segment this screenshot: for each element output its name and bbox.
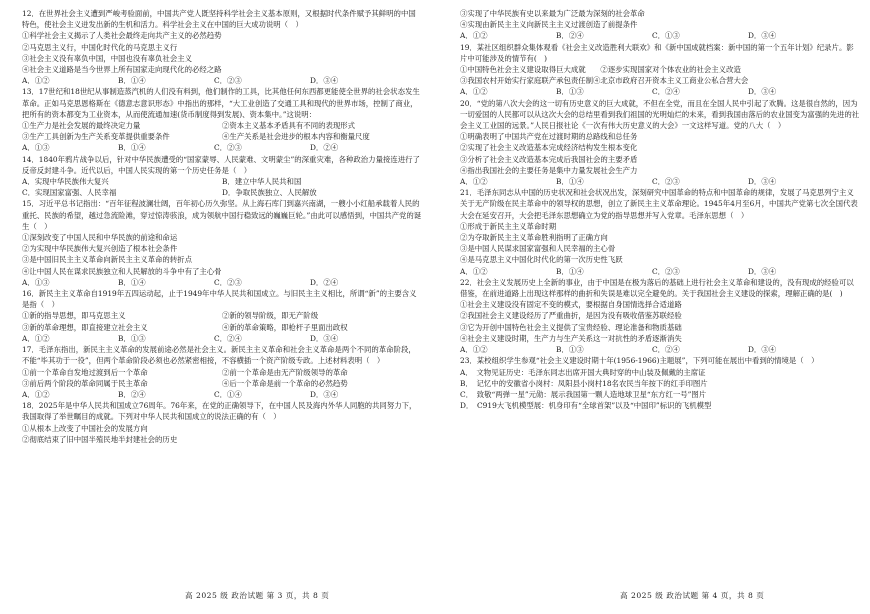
answer-choice: D．③④ [748, 266, 777, 276]
statement-option: ②前一个革命是由无产阶级领导的革命 [222, 367, 348, 377]
answer-choice: A．①② [22, 333, 50, 343]
question-stem: 16．新民主主义革命自1919年五四运动起，止于1949年中华人民共和国成立。与旧民主主义相比，所谓“新”的主要含义是指（ ） [22, 289, 417, 310]
page-footer-left: 高 2025 级 政治试题 第 3 页，共 8 页 [185, 591, 330, 600]
statement-option: ④实现由新民主主义向新民主主义过渡创造了前提条件 [460, 20, 638, 30]
statement-option: ②实现了社会主义改造基本完成经济结构发生根本变化 [460, 143, 638, 153]
answer-choice: D．③④ [748, 177, 777, 187]
statement-option: ④生产关系是社会进步的根本内容和衡量尺度 [222, 132, 370, 142]
answer-choice: A．①② [460, 266, 488, 276]
answer-choice: B．①④ [118, 277, 146, 287]
statement-option: ③它为开创中国特色社会主义提供了宝贵经验、理论准备和物质基础 [460, 322, 682, 332]
answer-choice: A．①② [460, 177, 488, 187]
answer-choice: B．①③ [556, 345, 584, 355]
statement-option: ①生产力是社会发展的最终决定力量 [22, 121, 141, 131]
question-q21 [460, 187, 860, 277]
statement-pair-row [22, 322, 422, 333]
answer-choice: A．①③ [22, 277, 50, 287]
statement-option: B．建立中华人民共和国 [222, 177, 302, 187]
question-stem: 18．2025年是中华人民共和国成立76周年。76年来，在党的正确领导下，在中国人民及海内外华人同胞的共同努力下，我国取得了举世瞩目的成就。下列对中华人民共和国成立的说法正确的有（ ） [22, 401, 417, 422]
statement-pair-row [22, 176, 422, 187]
right-column [460, 8, 860, 411]
statement-pair-row [22, 310, 422, 321]
statement-option: ③生产工具创新为生产关系变革提供重要条件 [22, 132, 170, 142]
answer-choice: D．③④ [748, 31, 777, 41]
answer-choice: D．③④ [310, 389, 339, 399]
page-footer-right: 高 2025 级 政治试题 第 4 页，共 8 页 [620, 591, 765, 600]
question-q23 [460, 355, 860, 411]
question-q14 [22, 154, 422, 199]
statement-option: ③分析了社会主义改造基本完成后我国社会的主要矛盾 [460, 154, 638, 164]
answer-choice: B．①④ [118, 76, 146, 86]
answer-choices [460, 30, 860, 41]
question-stem: 21．毛泽东同志从中国的历史状况和社会状况出发，深刻研究中国革命的特点和中国革命的规律，发展了马克思列宁主义关于无产阶级在民主革命中的领导权的思想，创立了新民主主义革命理论。1945年4月至6月，中国共产党第七次全国代表大会在延安召开，大会把毛泽东思想确立为党的指导思想并写入党章。毛泽东思想（ ） [460, 188, 858, 220]
statement-option: ①科学社会主义揭示了人类社会最终走向共产主义的必然趋势 [22, 31, 222, 41]
question-q13 [22, 86, 422, 153]
statement-option: A．实现中华民族伟大复兴 [22, 177, 109, 187]
answer-choice: C．②③ [652, 177, 680, 187]
statement-option: ②为实现中华民族伟大复兴创造了根本社会条件 [22, 244, 178, 254]
statement-option: ④是马克思主义中国化时代化的第一次历史性飞跃 [460, 255, 623, 265]
question-q18 [22, 400, 422, 445]
statement-option: ①明确表明了中国共产党在过渡时期的总路线和总任务 [460, 132, 638, 142]
statement-option: ③社会主义没有辜负中国，中国也没有辜负社会主义 [22, 53, 192, 63]
statement-pair-row [22, 378, 422, 389]
answer-choice: C．②④ [214, 333, 242, 343]
question-q22 [460, 277, 860, 355]
answer-choice: B．①④ [556, 266, 584, 276]
question-q17 [22, 344, 422, 400]
answer-choice: B．①③ [556, 87, 584, 97]
question-stem: 14．1840年鸦片战争以后，针对中华民族遭受的“国家蒙辱、人民蒙难、文明蒙尘”的深重灾难，各种政治力量接连进行了反帝反封建斗争。近代以后，中国人民实现的第一个历史任务是（ ） [22, 154, 420, 175]
answer-choices [460, 344, 860, 355]
question-stem: 13．17世纪和18世纪从事制造蒸汽机的人们没有料到，他们制作的工具，比其他任何东西都更能使全世界的社会状态发生革命。正如马克思恩格斯在《德意志意识形态》中指出的那样，“大工业创造了交通工具和现代的世界市场，控制了商业，把所有的资本都变为工业资本，从而使流通加速(货币制度得到发展)、资本集中。”这说明： [22, 87, 420, 119]
answer-choices [460, 86, 860, 97]
statement-option: ④社会主义建设时期，生产力与生产关系这一对抗性的矛盾逐渐消失 [460, 333, 682, 343]
answer-choice: C．①③ [652, 31, 680, 41]
statement-option: ②新的领导阶级，即无产阶级 [222, 311, 319, 321]
answer-choice: B．①④ [118, 143, 146, 153]
answer-choice: B．①④ [556, 177, 584, 187]
answer-choice: A．①② [22, 389, 50, 399]
answer-choice: D．③④ [748, 87, 777, 97]
answer-choice: C．②③ [652, 266, 680, 276]
answer-choices [22, 333, 422, 344]
question-q15 [22, 198, 422, 288]
statement-option: ②资本主义基本矛盾具有不同的表现形式 [222, 121, 356, 131]
question-stem: 17．毛泽东指出，新民主主义革命的发展前途必然是社会主义。新民主主义革命和社会主义革命是两个不同的革命阶段，不能“毕其功于一役”，但两个革命阶段必须也必然紧密相接，不容横插一个资产阶级专政。上述材料表明（ ） [22, 345, 416, 366]
answer-choice: C．②③ [214, 277, 242, 287]
answer-choice: D．②④ [310, 277, 339, 287]
statement-option: ③新的革命理想，即直接建立社会主义 [22, 322, 148, 332]
statement-option: ②为夺取新民主主义革命胜利指明了正确方向 [460, 233, 608, 243]
answer-choices [22, 75, 422, 86]
answer-choice: A．①② [460, 31, 488, 41]
question-stem: 23．某校组织学生参观“社会主义建设时期十年(1956-1966)主题展”，下列可能在展出中看到的情境是（ ） [460, 356, 819, 366]
answer-choice: C．①④ [214, 389, 242, 399]
statement-option: ①深刻改变了中国人民和中华民族的前途和命运 [22, 233, 178, 243]
statement-option: ①前一个革命自发地过渡到后一个革命 [22, 367, 148, 377]
answer-choice: D．③④ [310, 76, 339, 86]
question-q12 [22, 8, 422, 86]
answer-choice: D．③④ [748, 345, 777, 355]
question-q19 [460, 42, 860, 98]
statement-option: ④社会主义道路是当今世界上所有国家走向现代化的必经之路 [22, 65, 222, 75]
statement-option: ③实现了中华民族有史以来最为广泛最为深刻的社会革命 [460, 9, 645, 18]
answer-choices [22, 142, 422, 153]
statement-option: C． 致敬“两弹一星”元勋：展示我国第一颗人造地球卫星“东方红一号”图片 [460, 389, 707, 399]
statement-option: ④指出我国社会的主要任务是集中力量发展社会生产力 [460, 165, 638, 175]
left-column [22, 8, 422, 445]
statement-option: ①形成于新民主主义革命时期 [460, 221, 557, 231]
question-q16 [22, 288, 422, 344]
statement-option: ①从根本上改变了中国社会的发展方向 [22, 423, 148, 433]
question-q20 [460, 98, 860, 188]
answer-choice: B．①③ [118, 333, 146, 343]
statement-pair-row [22, 120, 422, 131]
question-stem: 19．某社区组织群众集体观看《社会主义改造胜利大联欢》和《新中国成就档案：新中国的第一个五年计划》纪录片。影片中可能涉及的情节有( ) [460, 42, 854, 63]
question-stem: 12．在世界社会主义遭到严峻考验面前，中国共产党人既坚持科学社会主义基本原则，又根据时代条件赋予其鲜明的中国特色，使社会主义迸发出新的生机和活力。科学社会主义在中国的巨大成功说明（ ） [22, 9, 416, 30]
answer-choice: D．③④ [310, 333, 339, 343]
statement-option: D． C919大飞机模型展：机身印有“全球首架”以及“中国印”标识的飞机模型 [460, 401, 712, 411]
answer-choice: A．①② [460, 345, 488, 355]
statement-option: ③前后两个阶段的革命同属于民主革命 [22, 378, 148, 388]
answer-choice: C．②④ [652, 345, 680, 355]
statement-option: ③是中国人民谋求国家富强和人民幸福的主心骨 [460, 244, 616, 254]
statement-option: ①社会主义建设没有固定不变的模式，要根据自身国情选择合适道路 [460, 300, 682, 310]
answer-choice: A．①② [22, 76, 50, 86]
statement-option: ④新的革命策略，即枪杆子里面出政权 [222, 322, 348, 332]
statement-option: ④让中国人民在谋求民族独立和人民解放的斗争中有了主心骨 [22, 266, 222, 276]
answer-choices [22, 389, 422, 400]
answer-choice: C．②③ [214, 143, 242, 153]
answer-choices [460, 266, 860, 277]
answer-choice: B．②④ [118, 389, 146, 399]
statement-pair-row [22, 367, 422, 378]
statement-option: C．实现国家富强、人民幸福 [22, 188, 117, 198]
answer-choice: A．①② [460, 87, 488, 97]
question-stem: 22．社会主义发展历史上全新的事业，由于中国是在极为落后的基础上进行社会主义革命和建设的，没有现成的经验可以借鉴，在前进道路上出现这样那样的曲折和失误是难以完全避免的。关于我国社会主义建设的探索，理解正确的是( ) [460, 277, 854, 299]
statement-option: ③是中国旧民主主义革命向新民主主义革命的转折点 [22, 255, 192, 265]
statement-option: ③我国农村开始实行家庭联产承包责任制④北京市政府召开资本主义工商业公私合营大会 [460, 76, 749, 86]
answer-choices [460, 176, 860, 187]
answer-choice: C．②③ [214, 76, 242, 86]
statement-pair-row [22, 131, 422, 142]
question-stem: 15．习近平总书记指出：“百年征程波澜壮阔，百年初心历久弥坚。从上海石库门到嘉兴南湖，一艘小小红船承载着人民的重托、民族的希望，越过急流险滩，穿过惊涛骇浪，成为领航中国行稳致远的巍巍巨轮。”由此可以感悟到，中国共产党的诞生（ ） [22, 199, 422, 231]
statement-option: B． 记忆中的安徽省小岗村：凤阳县小岗村18名农民当年按下的红手印图片 [460, 378, 708, 388]
statement-option: ④后一个革命是前一个革命的必然趋势 [222, 378, 348, 388]
answer-choice: D．②④ [310, 143, 339, 153]
statement-option: ②我国社会主义建设经历了严重曲折，是因为没有吸收借鉴苏联经验 [460, 311, 682, 321]
answer-choice: A．①③ [22, 143, 50, 153]
answer-choices [22, 277, 422, 288]
statement-option: ①中国特色社会主义建设取得巨大成就 ②逐步实现国家对个体农业的社会主义改造 [460, 65, 741, 75]
statement-option: ②彻底结束了旧中国半殖民地半封建社会的历史 [22, 434, 178, 444]
question-stem: 20．“党的第八次大会的这一切有历史意义的巨大成就，不但在全党，而且在全国人民中引起了欢腾。这是很自然的，因为一切爱国的人民都可以从这次大会的总结里看到我们祖国的光明灿烂的未来，看到我国由落后的农业国变为富强的先进的社会主义工业国的远景。”人民日报社论《一次有伟大历史意义的大会》一文这样写道。党的八大（ ） [460, 98, 860, 131]
statement-option: ①新的指导思想，即马克思主义 [22, 311, 126, 321]
answer-choice: C．②④ [652, 87, 680, 97]
question-q18cont [460, 8, 860, 42]
answer-choice: B．②④ [556, 31, 584, 41]
statement-option: D．争取民族独立、人民解放 [222, 188, 317, 198]
statement-option: ②马克思主义行，中国化时代化的马克思主义行 [22, 42, 178, 52]
statement-pair-row [22, 187, 422, 198]
statement-option: A． 文物见证历史：毛泽东同志出席开国大典时穿的中山装及佩戴的主席证 [460, 367, 706, 377]
